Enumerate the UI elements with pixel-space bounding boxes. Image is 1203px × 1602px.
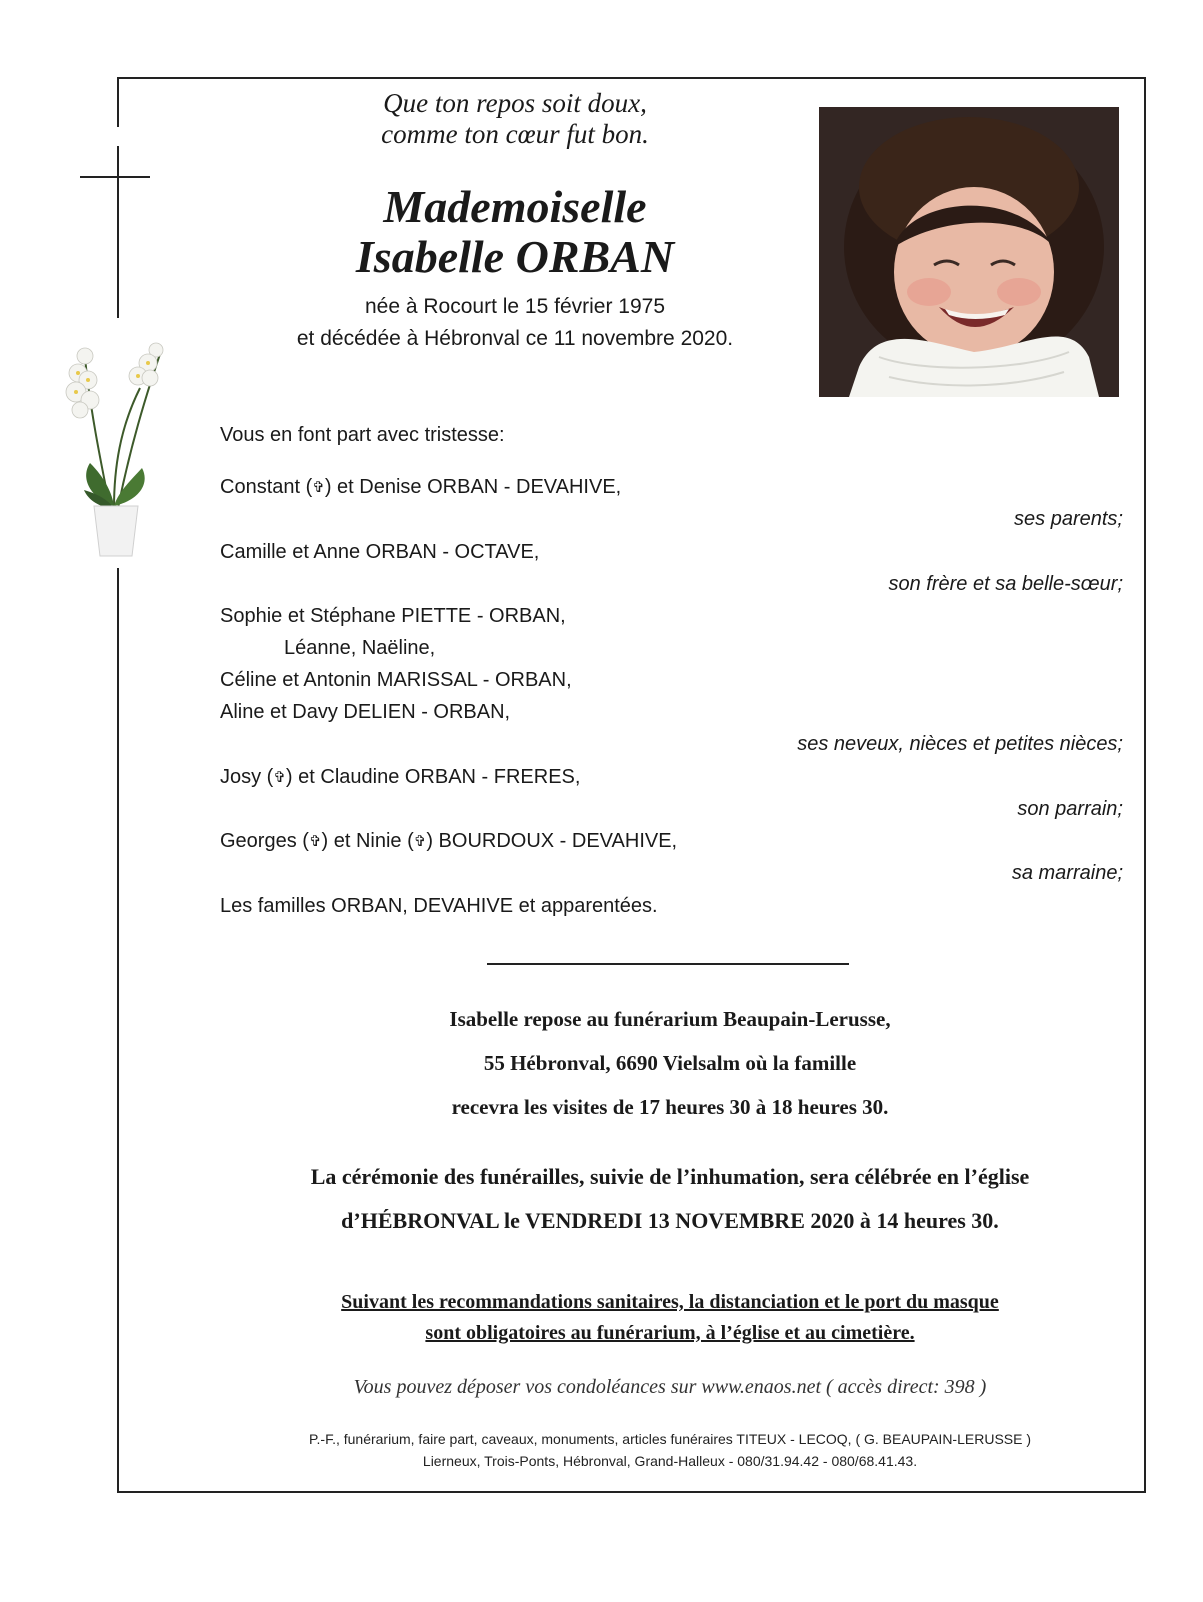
portrait-photo (819, 107, 1119, 397)
life-dates (250, 291, 780, 355)
family-line-families: Les familles ORBAN, DEVAHIVE et apparentées. (220, 895, 658, 917)
cross-icon-horizontal (80, 176, 150, 178)
visitation-line-2: 55 Hébronval, 6690 Vielsalm où la famille (483, 1051, 857, 1075)
family-text: ) et Ninie ( (321, 830, 414, 852)
quote-line-1: Que ton repos soit doux, (383, 88, 647, 118)
family-line-georges (220, 830, 677, 853)
deceased-heading (250, 182, 780, 282)
funeral-home-line-2: Lierneux, Trois-Ponts, Hébronval, Grand-Halleux - 080/31.94.42 - 080/68.41.43. (422, 1453, 918, 1469)
family-text: Georges ( (220, 830, 309, 852)
frame-border-right (1144, 77, 1146, 1493)
cross-icon-vertical (117, 146, 119, 318)
condolences-notice: Vous pouvez déposer vos condoléances sur www.enaos.net ( accès direct: 398 ) (353, 1376, 987, 1398)
frame-border-top (118, 77, 1146, 79)
family-line-aline: Aline et Davy DELIEN - ORBAN, (220, 701, 511, 723)
deceased-cross-icon: ✞ (413, 833, 427, 850)
family-text: Constant ( (220, 476, 313, 498)
sanitary-notice-line-2: sont obligatoires au funérarium, à l’église et au cimetière. (425, 1322, 915, 1344)
relation-nieces: ses neveux, nièces et petites nièces; (797, 733, 1123, 755)
frame-border-bottom (118, 1491, 1146, 1493)
death-line: et décédée à Hébronval ce 11 novembre 2020. (296, 327, 734, 350)
family-line-brother: Camille et Anne ORBAN - OCTAVE, (220, 541, 540, 563)
family-line-parents (220, 476, 621, 499)
family-line-children: Léanne, Naëline, (284, 637, 436, 659)
family-line-josy (220, 766, 580, 789)
quote-line-2: comme ton cœur fut bon. (381, 119, 649, 149)
announcement-intro: Vous en font part avec tristesse: (220, 424, 505, 446)
family-text: ) BOURDOUX - DEVAHIVE, (426, 830, 678, 852)
honorific: Mademoiselle (383, 181, 647, 232)
section-divider (487, 963, 849, 965)
deceased-name: Isabelle ORBAN (355, 231, 675, 282)
relation-parents: ses parents; (1014, 508, 1123, 530)
epitaph-quote (280, 88, 750, 150)
deceased-cross-icon: ✞ (312, 479, 325, 496)
funeral-home-line-1: P.-F., funérarium, faire part, caveaux, monuments, articles funéraires TITEUX - LECOQ, ( G. BEAUPAIN-LERUSSE ) (308, 1431, 1032, 1447)
relation-brother: son frère et sa belle-sœur; (888, 573, 1123, 595)
family-text: ) et Denise ORBAN - DEVAHIVE, (324, 476, 622, 498)
family-line-celine: Céline et Antonin MARISSAL - ORBAN, (220, 669, 572, 691)
deceased-cross-icon: ✞ (273, 769, 286, 786)
frame-border-left-upper (117, 77, 119, 127)
visitation-line-3: recevra les visites de 17 heures 30 à 18 heures 30. (451, 1095, 889, 1119)
relation-godfather: son parrain; (1017, 798, 1123, 820)
family-text: ) et Claudine ORBAN - FRERES, (285, 766, 581, 788)
frame-border-left-lower (117, 568, 119, 1493)
orchid-plant-image (50, 318, 185, 560)
deceased-cross-icon: ✞ (308, 833, 322, 850)
visitation-line-1: Isabelle repose au funérarium Beaupain-Lerusse, (449, 1007, 891, 1031)
relation-godmother: sa marraine; (1011, 862, 1123, 884)
ceremony-line-2: d’HÉBRONVAL le VENDREDI 13 NOVEMBRE 2020 à 14 heures 30. (341, 1208, 999, 1233)
ceremony-line-1: La cérémonie des funérailles, suivie de l’inhumation, sera célébrée en l’église (310, 1164, 1030, 1189)
family-line-sophie: Sophie et Stéphane PIETTE - ORBAN, (220, 605, 566, 627)
family-text: Josy ( (220, 766, 274, 788)
birth-line: née à Rocourt le 15 février 1975 (364, 295, 666, 318)
sanitary-notice-line-1: Suivant les recommandations sanitaires, la distanciation et le port du masque (341, 1291, 999, 1313)
